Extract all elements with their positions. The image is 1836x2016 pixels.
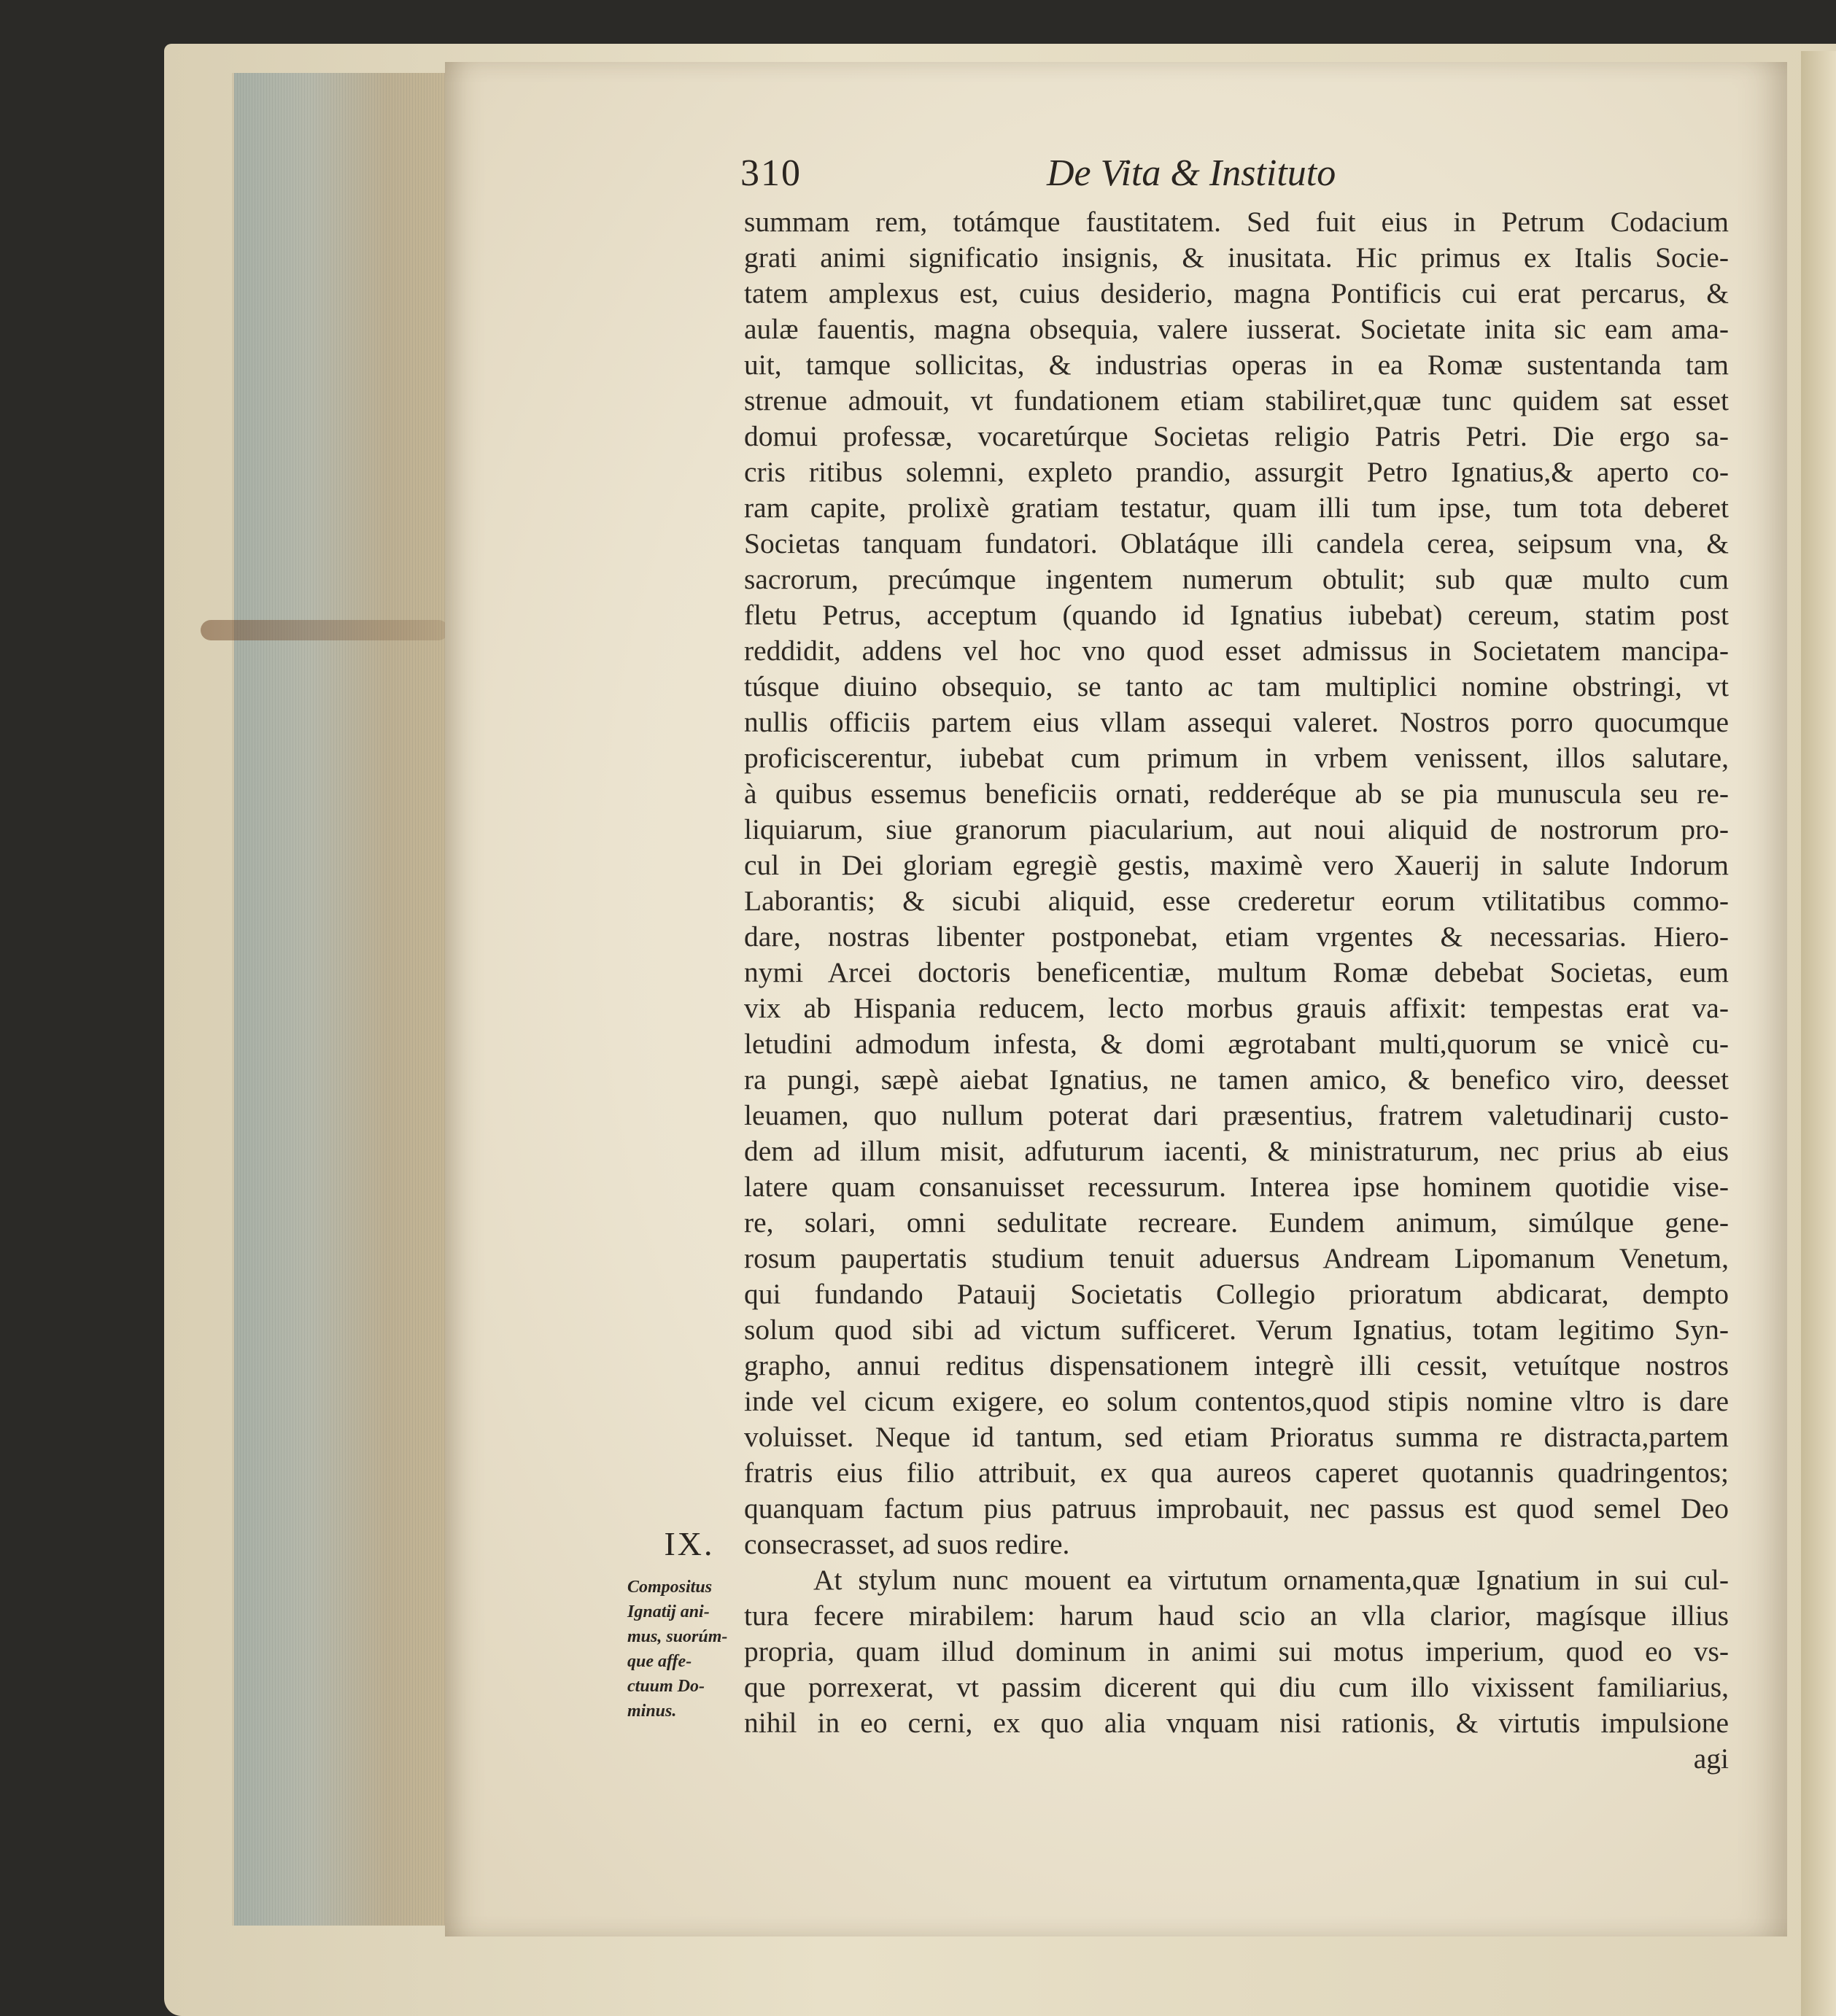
text-line: nullis officiis partem eius vllam assequi valeret. Nostros porro quocumque (744, 706, 1729, 738)
text-line: vix ab Hispania reducem, lecto morbus grauis affixit: tempestas erat va- (744, 992, 1729, 1024)
text-line: cris ritibus solemni, expleto prandio, assurgit Petro Ignatius,& aperto co- (744, 456, 1729, 488)
text-line: Laborantis; & sicubi aliquid, esse crederetur eorum vtilitatibus commo- (744, 885, 1729, 917)
section-number: IX. (664, 1525, 715, 1562)
text-line: solum quod sibi ad victum sufficeret. Verum Ignatius, totam legitimo Syn- (744, 1314, 1729, 1346)
text-line: grapho, annui reditus dispensationem integrè illi cessit, vetuítque nostros (744, 1349, 1729, 1381)
text-line: propria, quam illud dominum in animi sui motus imperium, quod eo vs- (744, 1635, 1729, 1667)
text-line: Societas tanquam fundatori. Oblatáque illi candela cerea, seipsum vna, & (744, 527, 1729, 559)
side-note-line: Compositus (627, 1578, 713, 1597)
text-line: inde vel cicum exigere, eo solum contentos,quod stipis nomine vltro is dare (744, 1385, 1729, 1417)
text-line: túsque diuino obsequio, se tanto ac tam multiplici nomine obstringi, vt (744, 670, 1729, 702)
catchword: agi (1693, 1742, 1729, 1775)
text-line: latere quam consanuisset recessurum. Interea ipse hominem quotidie vise- (744, 1171, 1729, 1203)
page-header (740, 152, 1470, 203)
text-line: cul in Dei gloriam egregiè gestis, maximè vero Xauerij in salute Indorum (744, 849, 1729, 881)
page-edges (232, 73, 453, 1926)
text-line: proficiscerentur, iubebat cum primum in vrbem venissent, illos salutare, (744, 742, 1729, 774)
side-note-line: que affe- (627, 1652, 692, 1671)
side-note-line: ctuum Do- (627, 1677, 705, 1696)
text-line: strenue admouit, vt fundationem etiam stabiliret,quæ tunc quidem sat esset (744, 384, 1729, 416)
text-line: voluisset. Neque id tantum, sed etiam Prioratus summa re distracta,partem (744, 1421, 1729, 1453)
body-text (744, 204, 1729, 1777)
text-line: At stylum nunc mouent ea virtutum ornamenta,quæ Ignatium in sui cul- (813, 1564, 1729, 1596)
text-line: summam rem, totámque faustitatem. Sed fuit eius in Petrum Codacium (744, 206, 1729, 238)
side-note (627, 1575, 751, 1724)
book-cover-right-edge (1801, 51, 1836, 2016)
text-line: leuamen, quo nullum poterat dari præsentius, fratrem valetudinarij custo- (744, 1099, 1729, 1131)
side-note-line: Ignatij ani- (627, 1602, 710, 1621)
text-line: aulæ fauentis, magna obsequia, valere iusserat. Societate inita sic eam ama- (744, 313, 1729, 345)
text-line: sacrorum, precúmque ingentem numerum obtulit; sub quæ multo cum (744, 563, 1729, 595)
text-line: letudini admodum infesta, & domi ægrotabant multi,quorum se vnicè cu- (744, 1028, 1729, 1060)
text-line: que porrexerat, vt passim dicerent qui diu cum illo vixissent familiarius, (744, 1671, 1729, 1703)
text-line: uit, tamque sollicitas, & industrias operas in ea Romæ sustentanda tam (744, 349, 1729, 381)
text-line: dare, nostras libenter postponebat, etiam vrgentes & necessarias. Hiero- (744, 920, 1729, 953)
text-line: dem ad illum misit, adfuturum iacenti, & ministraturum, nec prius ab eius (744, 1135, 1729, 1167)
text-line: consecrasset, ad suos redire. (744, 1528, 1070, 1560)
text-line: ra pungi, sæpè aiebat Ignatius, ne tamen amico, & benefico viro, deesset (744, 1063, 1729, 1096)
text-line: grati animi significatio insignis, & inusitata. Hic primus ex Italis Socie- (744, 241, 1729, 274)
text-line: quanquam factum pius patruus improbauit, nec passus est quod semel Deo (744, 1492, 1729, 1524)
marginal-note (627, 1524, 751, 1724)
text-line: fletu Petrus, acceptum (quando id Ignatius iubebat) cereum, statim post (744, 599, 1729, 631)
text-line: qui fundando Patauij Societatis Collegio prioratum abdicarat, dempto (744, 1278, 1729, 1310)
page-number: 310 (740, 152, 802, 194)
page-stain (201, 620, 449, 640)
text-line: fratris eius filio attribuit, ex qua aureos caperet quotannis quadringentos; (744, 1457, 1729, 1489)
text-line: nihil in eo cerni, ex quo alia vnquam nisi rationis, & virtutis impulsione (744, 1707, 1729, 1739)
text-line: tatem amplexus est, cuius desiderio, magna Pontificis cui erat percarus, & (744, 277, 1729, 309)
side-note-line: mus, suorúm- (627, 1627, 728, 1646)
text-line: domui professæ, vocaretúrque Societas religio Patris Petri. Die ergo sa- (744, 420, 1729, 452)
text-line: tura fecere mirabilem: harum haud scio an vlla clarior, magísque illius (744, 1600, 1729, 1632)
text-line: ram capite, prolixè gratiam testatur, quam illi tum ipse, tum tota deberet (744, 492, 1729, 524)
text-line: à quibus essemus beneficiis ornati, redderéque ab se pia munuscula seu re- (744, 778, 1729, 810)
running-title: De Vita & Instituto (1047, 152, 1336, 194)
text-line: liquiarum, siue granorum piacularium, aut noui aliquid de nostrorum pro- (744, 813, 1729, 845)
text-line: reddidit, addens vel hoc vno quod esset admissus in Societatem mancipa- (744, 635, 1729, 667)
text-line: nymi Arcei doctoris beneficentiæ, multum Romæ debebat Societas, eum (744, 956, 1729, 988)
side-note-line: minus. (627, 1702, 677, 1721)
text-line: rosum paupertatis studium tenuit aduersus Andream Lipomanum Venetum, (744, 1242, 1729, 1274)
text-line: re, solari, omni sedulitate recreare. Eundem animum, simúlque gene- (744, 1206, 1729, 1238)
